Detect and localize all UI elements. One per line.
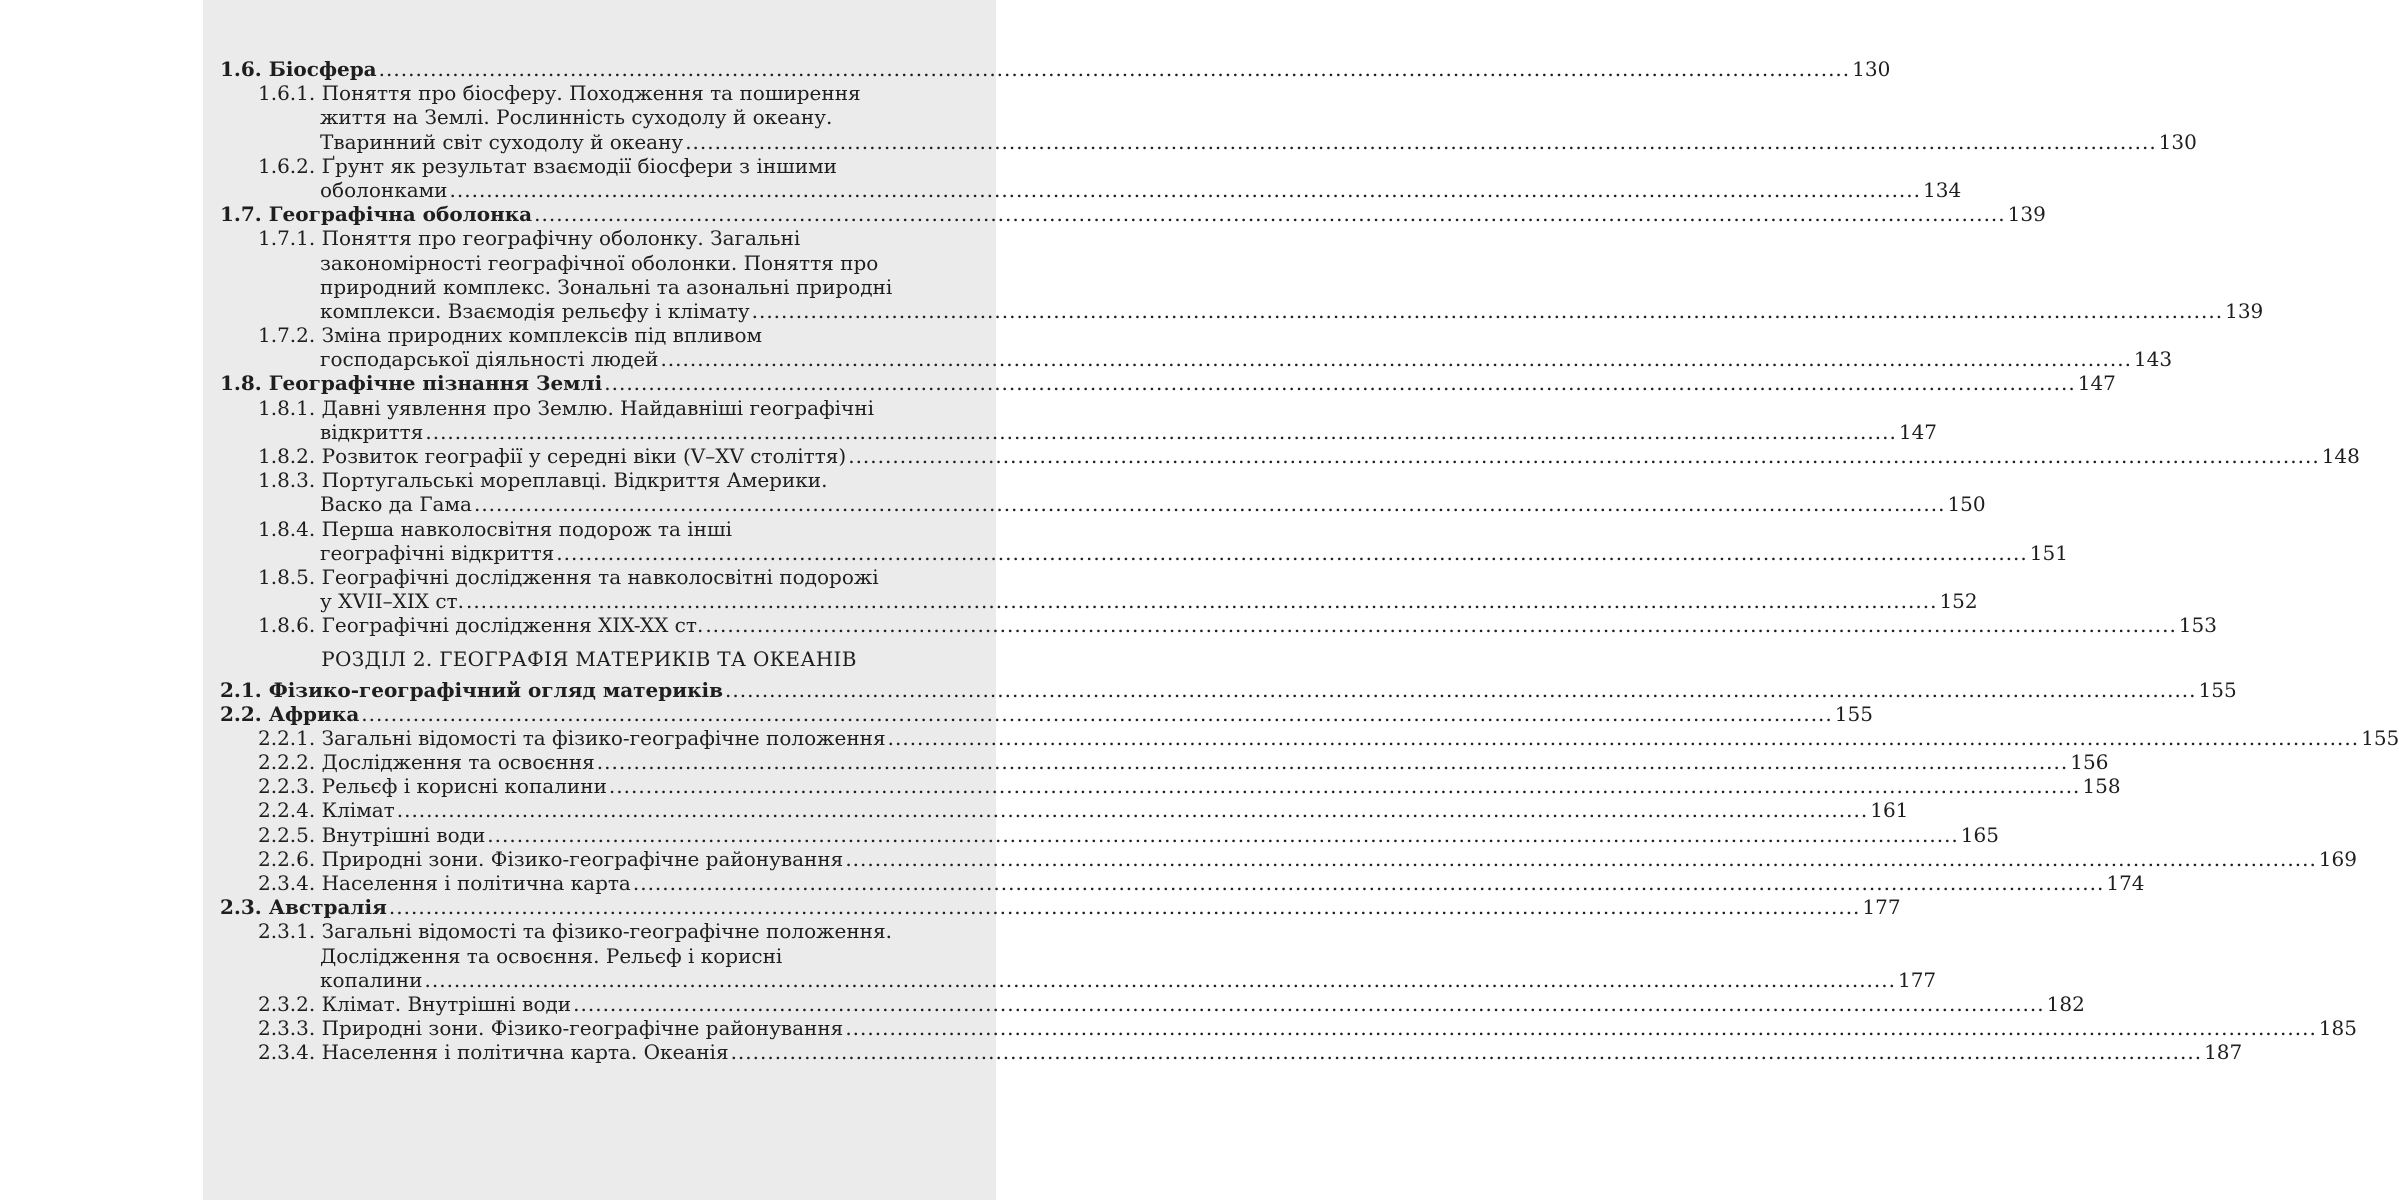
subsection-number: 2.3.4. bbox=[258, 871, 316, 895]
entry-text bbox=[258, 130, 683, 154]
subsection-number: 2.3.4. bbox=[258, 1040, 316, 1065]
entry-line bbox=[258, 774, 2121, 799]
subsection-number: 2.3.3. bbox=[258, 1016, 316, 1041]
page-number: 155 bbox=[2361, 725, 2399, 750]
entry-line-text: Загальні відомості та фізико-географічне положення bbox=[321, 725, 886, 750]
entry-line-text: Клімат bbox=[321, 798, 395, 823]
section-title bbox=[220, 202, 532, 226]
toc-subsection-entry bbox=[220, 750, 2109, 775]
subsection-number: 2.2.4. bbox=[258, 798, 316, 823]
entry-text bbox=[258, 299, 750, 323]
dot-leader: ........................................................................................................................................................................................................ bbox=[465, 589, 1938, 614]
page-number: 177 bbox=[1862, 895, 1901, 920]
dot-leader: ........................................................................................................................................................................................................ bbox=[604, 371, 2076, 396]
dot-leader: ........................................................................................................................................................................................................ bbox=[730, 1040, 2203, 1065]
entry-line bbox=[258, 468, 958, 492]
section-title-text: Географічне пізнання Землі bbox=[268, 371, 603, 396]
table-of-contents bbox=[220, 57, 2399, 1065]
entry-line-text: Васко да Гама bbox=[320, 492, 472, 517]
entry-line-text: Дослідження та освоєння bbox=[321, 750, 595, 775]
entry-line bbox=[258, 492, 1986, 517]
dot-leader: ........................................................................................................................................................................................................ bbox=[725, 677, 2197, 702]
subsection-number: 1.8.1. bbox=[258, 395, 316, 420]
toc-subsection-entry bbox=[220, 1040, 2243, 1065]
dot-leader: ........................................................................................................................................................................................................ bbox=[751, 298, 2224, 323]
entry-text bbox=[258, 468, 828, 492]
entry-text bbox=[258, 323, 762, 347]
subsection-number: 2.2.6. bbox=[258, 846, 316, 871]
toc-subsection-entry bbox=[220, 395, 1938, 444]
toc-section-entry bbox=[220, 371, 2116, 396]
page-number: 155 bbox=[1834, 701, 1873, 726]
entry-line bbox=[258, 154, 958, 178]
subsection-number: 2.3.1. bbox=[258, 919, 316, 944]
entry-text bbox=[258, 178, 448, 202]
page-number: 187 bbox=[2204, 1040, 2243, 1065]
toc-subsection-entry bbox=[220, 323, 2173, 372]
toc-subsection-entry bbox=[220, 725, 2399, 750]
entry-text bbox=[258, 565, 879, 589]
entry-text bbox=[258, 919, 892, 943]
toc-subsection-entry bbox=[220, 991, 2085, 1016]
entry-text bbox=[258, 589, 464, 613]
toc-subsection-entry bbox=[220, 774, 2121, 799]
page-number: 130 bbox=[2158, 129, 2197, 154]
toc-subsection-entry bbox=[220, 468, 1986, 517]
entry-text bbox=[258, 420, 423, 444]
toc-subsection-entry bbox=[220, 153, 1962, 202]
entry-text bbox=[258, 517, 732, 541]
entry-text bbox=[258, 871, 631, 895]
entry-line bbox=[258, 1016, 2357, 1041]
section-number: 2.3. bbox=[220, 895, 262, 920]
subsection-number: 1.8.5. bbox=[258, 564, 316, 589]
entry-text bbox=[258, 226, 800, 250]
entry-line-text: господарської діяльності людей bbox=[320, 347, 659, 372]
section-title-text: Африка bbox=[268, 701, 360, 726]
dot-leader: ........................................................................................................................................................................................................ bbox=[425, 419, 1897, 444]
page-number: 161 bbox=[1870, 798, 1909, 823]
entry-line-text: копалини bbox=[320, 967, 423, 992]
entry-line bbox=[258, 298, 2264, 323]
dot-leader: ........................................................................................................................................................................................................ bbox=[705, 613, 2177, 638]
entry-line-text: Населення і політична карта bbox=[321, 871, 631, 895]
toc-subsection-entry bbox=[220, 564, 1978, 614]
entry-line bbox=[258, 275, 958, 299]
entry-text bbox=[258, 1040, 729, 1064]
dot-leader: ........................................................................................................................................................................................................ bbox=[848, 444, 2320, 468]
dot-leader: ........................................................................................................................................................................................................ bbox=[608, 774, 2081, 799]
subsection-number: 1.7.1. bbox=[258, 226, 316, 251]
entry-line bbox=[258, 991, 2085, 1016]
entry-line bbox=[258, 798, 1909, 823]
dot-leader: ........................................................................................................................................................................................................ bbox=[449, 177, 1921, 202]
dot-leader: ........................................................................................................................................................................................................ bbox=[845, 846, 2317, 871]
entry-text bbox=[258, 613, 703, 637]
entry-line bbox=[258, 323, 958, 347]
toc-subsection-entry bbox=[220, 871, 2145, 895]
entry-line bbox=[258, 347, 2173, 372]
page-number: 147 bbox=[2077, 371, 2116, 396]
entry-line-text: Географічні дослідження та навколосвітні подорожі bbox=[321, 564, 879, 589]
entry-line bbox=[258, 396, 958, 420]
toc-section-entry bbox=[220, 202, 2046, 227]
dot-leader: ........................................................................................................................................................................................................ bbox=[845, 1016, 2317, 1041]
page-number: 147 bbox=[1898, 419, 1938, 444]
dot-leader: ........................................................................................................................................................................................................ bbox=[361, 701, 1833, 726]
dot-leader: ........................................................................................................................................................................................................ bbox=[388, 895, 1861, 920]
dot-leader: ........................................................................................................................................................................................................ bbox=[534, 202, 2006, 227]
dot-leader: ........................................................................................................................................................................................................ bbox=[632, 871, 2105, 895]
entry-line-text: життя на Землі. Рослинність суходолу й океану. bbox=[320, 105, 833, 130]
entry-line bbox=[258, 846, 2357, 871]
entry-line bbox=[258, 129, 2197, 154]
section-title-text: Австралія bbox=[268, 895, 387, 920]
entry-line bbox=[258, 226, 958, 250]
entry-text bbox=[258, 81, 861, 105]
toc-subsection-entry bbox=[220, 1016, 2357, 1041]
dot-leader: ........................................................................................................................................................................................................ bbox=[378, 57, 1851, 81]
section-number: 2.1. bbox=[220, 677, 262, 702]
entry-line-text: відкриття bbox=[320, 419, 424, 444]
entry-line bbox=[258, 517, 958, 541]
page-number: 139 bbox=[2225, 298, 2264, 323]
page-number: 165 bbox=[1960, 822, 1999, 847]
page-number: 182 bbox=[2046, 991, 2085, 1016]
subsection-number: 2.2.1. bbox=[258, 725, 316, 750]
entry-line-text: Загальні відомості та фізико-географічне положення. bbox=[321, 919, 892, 944]
dot-leader: ........................................................................................................................................................................................................ bbox=[487, 822, 1959, 847]
subsection-number: 2.2.5. bbox=[258, 822, 316, 847]
section-number: 1.7. bbox=[220, 202, 262, 227]
page-number: 177 bbox=[1897, 967, 1937, 992]
entry-text bbox=[258, 847, 843, 871]
toc-subsection-entry bbox=[220, 846, 2357, 871]
entry-line-text: Населення і політична карта. Океанія bbox=[321, 1040, 729, 1065]
entry-text bbox=[258, 726, 886, 750]
entry-line-text: Португальські мореплавці. Відкриття Америки. bbox=[321, 468, 828, 493]
entry-line-text: Тваринний світ суходолу й океану bbox=[320, 129, 684, 154]
entry-line bbox=[258, 822, 1999, 847]
section-title-text: Біосфера bbox=[268, 57, 377, 81]
subsection-number: 2.2.2. bbox=[258, 750, 316, 775]
dot-leader: ........................................................................................................................................................................................................ bbox=[424, 967, 1896, 992]
entry-text bbox=[258, 823, 485, 847]
entry-line bbox=[258, 565, 958, 589]
subsection-number: 1.8.6. bbox=[258, 613, 316, 638]
dot-leader: ........................................................................................................................................................................................................ bbox=[685, 129, 2157, 154]
entry-line bbox=[258, 251, 958, 275]
toc-section-entry bbox=[220, 701, 1873, 726]
subsection-number: 1.8.2. bbox=[258, 444, 316, 468]
page-number: 143 bbox=[2133, 347, 2173, 372]
entry-line bbox=[258, 944, 958, 968]
section-number: 1.8. bbox=[220, 371, 262, 396]
entry-line-text: природний комплекс. Зональні та азональні природні bbox=[320, 274, 893, 299]
page-number: 152 bbox=[1939, 589, 1978, 614]
entry-text bbox=[258, 347, 658, 371]
page-number: 158 bbox=[2082, 774, 2121, 799]
subsection-number: 1.6.1. bbox=[258, 81, 316, 106]
page-number: 174 bbox=[2106, 871, 2145, 895]
subsection-number: 1.8.3. bbox=[258, 468, 316, 493]
toc-subsection-entry bbox=[220, 798, 1909, 823]
part-heading: РОЗДІЛ 2. ГЕОГРАФІЯ МАТЕРИКІВ ТА ОКЕАНІВ bbox=[321, 646, 857, 671]
page-number: 150 bbox=[1947, 492, 1986, 517]
entry-line-text: Внутрішні води bbox=[321, 822, 486, 847]
section-number: 1.6. bbox=[220, 57, 262, 81]
entry-text bbox=[258, 251, 878, 275]
entry-line-text: Географічні дослідження XIX-XX ст. bbox=[321, 613, 704, 638]
section-title-text: Фізико-географічний огляд материків bbox=[268, 677, 724, 702]
entry-line-text: оболонками bbox=[320, 177, 448, 202]
toc-section-entry bbox=[220, 895, 1901, 920]
page-number: 130 bbox=[1852, 57, 1891, 81]
dot-leader: ........................................................................................................................................................................................................ bbox=[473, 492, 1946, 517]
entry-line bbox=[258, 919, 958, 943]
page-number: 155 bbox=[2198, 677, 2237, 702]
dot-leader: ........................................................................................................................................................................................................ bbox=[556, 540, 2028, 565]
entry-text bbox=[258, 968, 423, 992]
entry-line-text: Дослідження та освоєння. Рельєф і корисні bbox=[320, 943, 783, 968]
entry-text bbox=[258, 444, 846, 468]
toc-subsection-entry bbox=[220, 226, 2264, 323]
entry-line-text: Поняття про географічну оболонку. Загальні bbox=[321, 226, 801, 251]
entry-line bbox=[258, 967, 1937, 992]
dot-leader: ........................................................................................................................................................................................................ bbox=[596, 750, 2069, 775]
entry-line bbox=[258, 177, 1962, 202]
dot-leader: ........................................................................................................................................................................................................ bbox=[887, 725, 2360, 750]
entry-line bbox=[258, 589, 1978, 614]
entry-line-text: Розвиток географії у середні віки (V–XV століття) bbox=[321, 444, 847, 468]
entry-line bbox=[258, 81, 958, 105]
toc-section-entry bbox=[220, 677, 2237, 702]
subsection-number: 2.3.2. bbox=[258, 991, 316, 1016]
entry-text bbox=[258, 750, 595, 774]
page-number: 134 bbox=[1923, 177, 1962, 202]
entry-line-text: Природні зони. Фізико-географічне районування bbox=[321, 846, 844, 871]
entry-line-text: географічні відкриття bbox=[320, 540, 555, 565]
entry-line bbox=[258, 444, 2360, 468]
entry-line bbox=[258, 613, 2217, 638]
entry-text bbox=[258, 992, 571, 1016]
entry-text bbox=[258, 492, 472, 516]
entry-line-text: закономірності географічної оболонки. Поняття про bbox=[320, 250, 879, 275]
toc-subsection-entry bbox=[220, 444, 2360, 468]
section-title bbox=[220, 678, 723, 702]
dot-leader: ........................................................................................................................................................................................................ bbox=[660, 347, 2132, 372]
page-number: 156 bbox=[2070, 750, 2109, 775]
entry-line bbox=[258, 1040, 2243, 1065]
entry-line bbox=[258, 419, 1938, 444]
page-number: 185 bbox=[2318, 1016, 2357, 1041]
entry-text bbox=[258, 774, 607, 798]
toc-subsection-entry bbox=[220, 81, 2197, 154]
toc-subsection-entry bbox=[220, 516, 2068, 565]
toc-subsection-entry bbox=[220, 822, 1999, 847]
subsection-number: 1.6.2. bbox=[258, 153, 316, 178]
subsection-number: 1.8.4. bbox=[258, 516, 316, 541]
entry-line-text: Поняття про біосферу. Походження та поширення bbox=[321, 81, 861, 106]
entry-line bbox=[258, 540, 2068, 565]
entry-line-text: Давні уявлення про Землю. Найдавніші географічні bbox=[321, 395, 875, 420]
entry-line-text: Природні зони. Фізико-географічне районування bbox=[321, 1016, 844, 1041]
section-title bbox=[220, 702, 359, 726]
section-title bbox=[220, 371, 602, 395]
dot-leader: ........................................................................................................................................................................................................ bbox=[573, 991, 2045, 1016]
toc-subsection-entry bbox=[220, 919, 1937, 992]
toc-section-entry bbox=[220, 57, 1891, 81]
entry-line bbox=[258, 105, 958, 129]
entry-text bbox=[258, 154, 837, 178]
entry-text bbox=[258, 1016, 843, 1040]
page-number: 153 bbox=[2178, 613, 2217, 638]
entry-text bbox=[258, 105, 832, 129]
entry-line-text: Рельєф і корисні копалини bbox=[321, 774, 607, 799]
entry-line-text: Перша навколосвітня подорож та інші bbox=[321, 516, 732, 541]
entry-line-text: Ґрунт як результат взаємодії біосфери з іншими bbox=[321, 153, 837, 178]
toc-subsection-entry bbox=[220, 613, 2217, 638]
page-number: 169 bbox=[2318, 846, 2357, 871]
entry-line bbox=[258, 750, 2109, 775]
entry-text bbox=[258, 944, 782, 968]
entry-text bbox=[258, 275, 892, 299]
section-number: 2.2. bbox=[220, 701, 262, 726]
page-number: 148 bbox=[2321, 444, 2360, 468]
section-title bbox=[220, 57, 377, 81]
page-number: 151 bbox=[2029, 540, 2068, 565]
entry-line-text: комплекси. Взаємодія рельєфу і клімату bbox=[320, 298, 750, 323]
section-title-text: Географічна оболонка bbox=[268, 202, 533, 227]
entry-line-text: Клімат. Внутрішні води bbox=[321, 991, 572, 1016]
entry-line-text: у XVII–XIX ст. bbox=[320, 589, 464, 614]
entry-text bbox=[258, 541, 554, 565]
section-title bbox=[220, 895, 387, 919]
subsection-number: 2.2.3. bbox=[258, 774, 316, 799]
entry-line bbox=[258, 871, 2145, 895]
entry-text bbox=[258, 798, 395, 822]
entry-line-text: Зміна природних комплексів під впливом bbox=[321, 323, 763, 348]
entry-line bbox=[258, 725, 2399, 750]
dot-leader: ........................................................................................................................................................................................................ bbox=[396, 798, 1869, 823]
entry-text bbox=[258, 396, 874, 420]
page-number: 139 bbox=[2007, 202, 2046, 227]
subsection-number: 1.7.2. bbox=[258, 323, 316, 348]
